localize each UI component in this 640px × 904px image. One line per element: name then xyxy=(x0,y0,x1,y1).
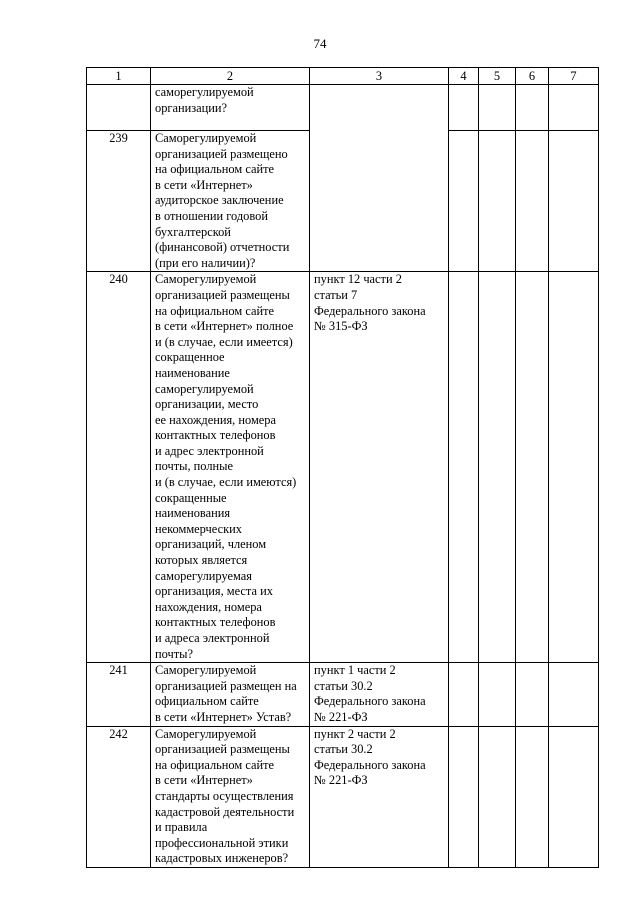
row-number: 241 xyxy=(87,663,151,726)
table-row-242 xyxy=(87,726,599,867)
answer-cell-4 xyxy=(449,272,479,663)
column-header-1: 1 xyxy=(87,68,151,85)
answer-cell-4 xyxy=(449,85,479,131)
answer-cell-4 xyxy=(449,663,479,726)
question-cell: Саморегулируемой организацией размещены на официальном сайте в сети «Интернет» стандарты осуществления кадастровой деятельности и правила профессиональной этики кадастровых инженеров? xyxy=(151,726,310,867)
answer-cell-6 xyxy=(516,726,549,867)
row-number xyxy=(87,85,151,131)
answer-cell-7 xyxy=(549,272,599,663)
reference-cell: пункт 1 части 2 статьи 30.2 Федерального закона № 221-ФЗ xyxy=(310,663,449,726)
answer-cell-5 xyxy=(479,663,516,726)
answer-cell-5 xyxy=(479,726,516,867)
row-number: 240 xyxy=(87,272,151,663)
column-header-2: 2 xyxy=(151,68,310,85)
answer-cell-7 xyxy=(549,85,599,131)
answer-cell-5 xyxy=(479,272,516,663)
column-header-4: 4 xyxy=(449,68,479,85)
answer-cell-5 xyxy=(479,131,516,272)
column-header-3: 3 xyxy=(310,68,449,85)
column-header-6: 6 xyxy=(516,68,549,85)
answer-cell-6 xyxy=(516,85,549,131)
table-header-row xyxy=(87,68,599,85)
question-cell: Саморегулируемой организацией размещен на официальном сайте в сети «Интернет» Устав? xyxy=(151,663,310,726)
reference-cell: пункт 2 части 2 статьи 30.2 Федерального закона № 221-ФЗ xyxy=(310,726,449,867)
question-cell: Саморегулируемой организацией размещено на официальном сайте в сети «Интернет» аудиторское заключение в отношении годовой бухгалтерской (финансовой) отчетности (при его наличии)? xyxy=(151,131,310,272)
question-cell: Саморегулируемой организацией размещены на официальном сайте в сети «Интернет» полное и (в случае, если имеется) сокращенное наименование саморегулируемой организации, место ее нахождения, номера контактных телефонов и адрес электронной почты, полные и (в случае, если имеются) сокращенные наименования некоммерческих организаций, членом которых является саморегулируемая организация, места их нахождения, номера контактных телефонов и адреса электронной почты? xyxy=(151,272,310,663)
reference-cell: пункт 12 части 2 статьи 7 Федерального закона № 315-ФЗ xyxy=(310,272,449,663)
column-header-7: 7 xyxy=(549,68,599,85)
answer-cell-6 xyxy=(516,131,549,272)
answer-cell-4 xyxy=(449,726,479,867)
checklist-table xyxy=(86,67,599,868)
page-number: 74 xyxy=(313,36,327,51)
table-row-241 xyxy=(87,663,599,726)
table-row-continuation xyxy=(87,85,599,131)
answer-cell-5 xyxy=(479,85,516,131)
row-number: 242 xyxy=(87,726,151,867)
answer-cell-4 xyxy=(449,131,479,272)
answer-cell-6 xyxy=(516,663,549,726)
reference-cell xyxy=(310,85,449,272)
answer-cell-7 xyxy=(549,726,599,867)
column-header-5: 5 xyxy=(479,68,516,85)
answer-cell-6 xyxy=(516,272,549,663)
table-row-240 xyxy=(87,272,599,663)
answer-cell-7 xyxy=(549,131,599,272)
row-number: 239 xyxy=(87,131,151,272)
answer-cell-7 xyxy=(549,663,599,726)
question-cell: саморегулируемой организации? xyxy=(151,85,310,131)
